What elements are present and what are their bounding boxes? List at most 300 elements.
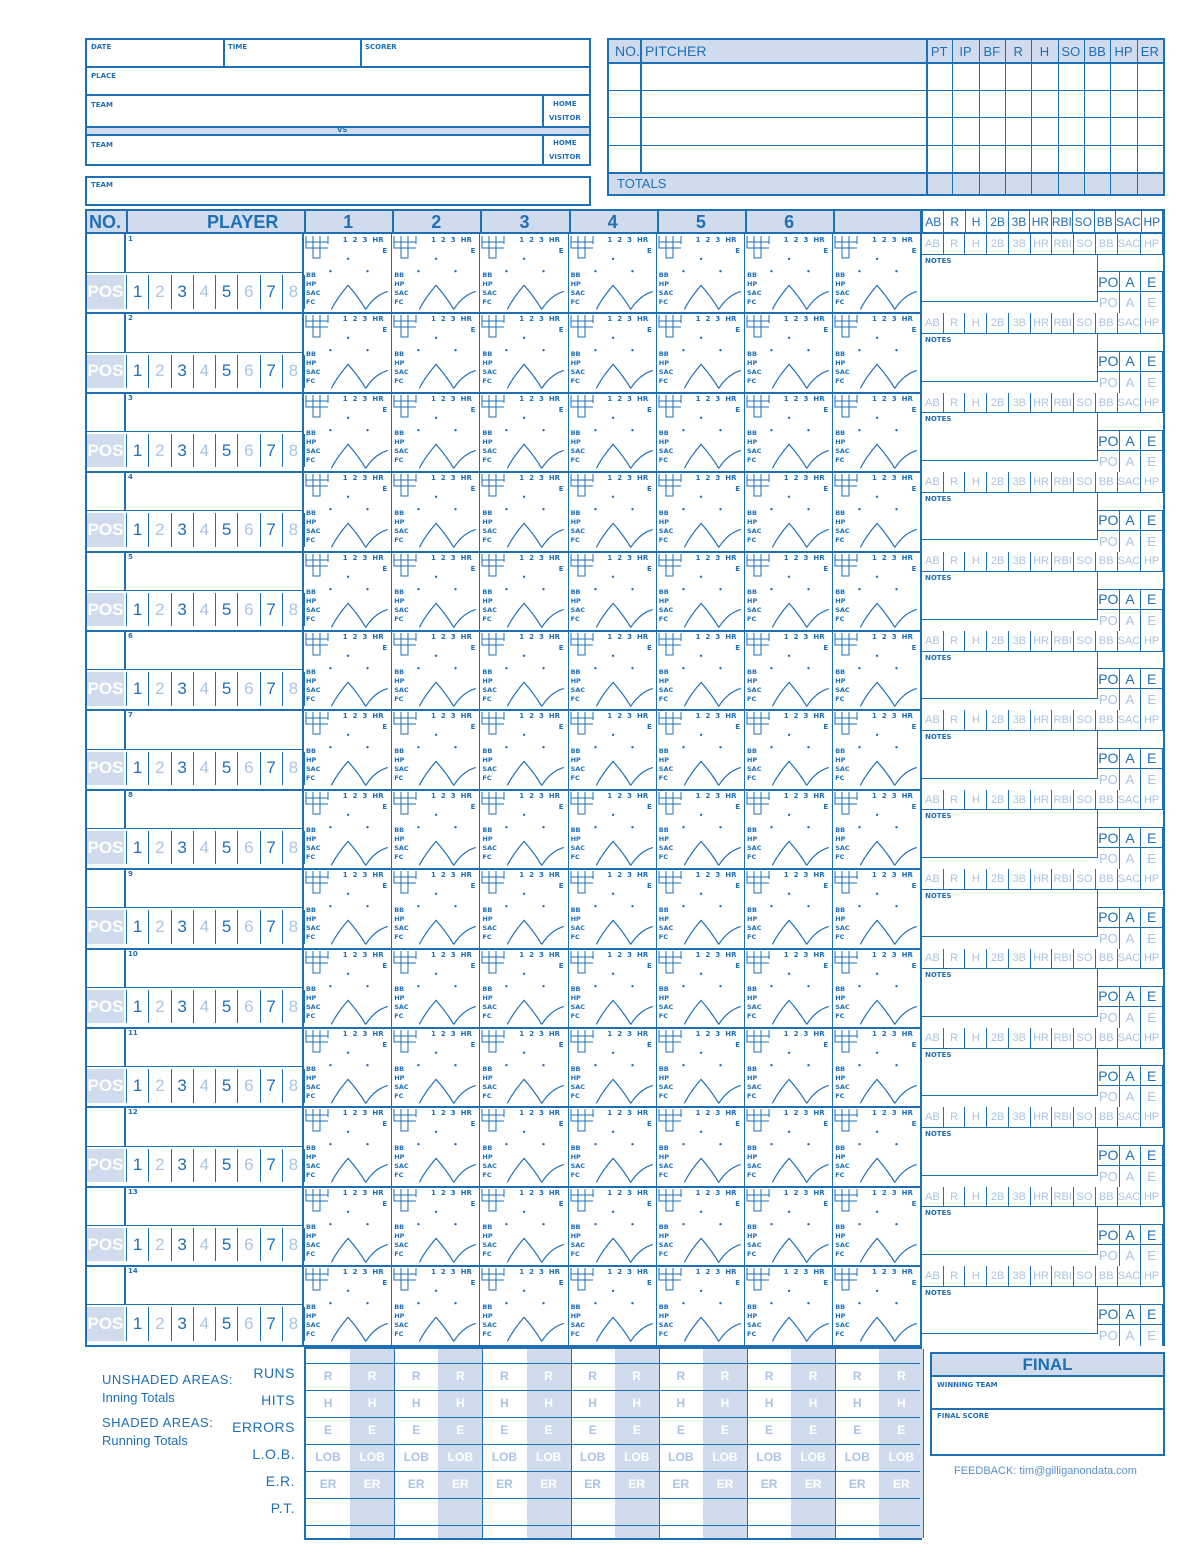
- position-option-3[interactable]: 3: [172, 831, 194, 864]
- total-cell[interactable]: E: [809, 1423, 818, 1437]
- position-option-6[interactable]: 6: [238, 831, 260, 864]
- at-bat-box[interactable]: [569, 552, 657, 631]
- notes-box[interactable]: [922, 731, 1098, 779]
- total-cell[interactable]: H: [411, 1396, 421, 1410]
- position-option-4[interactable]: 4: [194, 752, 216, 785]
- position-option-2[interactable]: 2: [149, 990, 171, 1023]
- position-option-5[interactable]: 5: [216, 990, 238, 1023]
- position-option-1[interactable]: 1: [127, 355, 149, 388]
- position-option-6[interactable]: 6: [238, 1228, 260, 1261]
- fielding-cell-a[interactable]: A: [1120, 1007, 1142, 1028]
- at-bat-box[interactable]: [304, 1187, 392, 1266]
- total-cell[interactable]: ER: [760, 1477, 778, 1491]
- position-option-3[interactable]: 3: [172, 672, 194, 705]
- at-bat-box[interactable]: [392, 552, 480, 631]
- at-bat-box[interactable]: [480, 869, 568, 948]
- stat-cell-hr[interactable]: HR: [1031, 790, 1053, 810]
- at-bat-box[interactable]: [392, 790, 480, 869]
- at-bat-box[interactable]: [833, 790, 921, 869]
- at-bat-box[interactable]: [304, 790, 392, 869]
- position-option-1[interactable]: 1: [127, 752, 149, 785]
- stat-cell-ab[interactable]: AB: [922, 472, 944, 492]
- at-bat-box[interactable]: [480, 313, 568, 392]
- position-option-2[interactable]: 2: [149, 910, 171, 943]
- stat-cell-3b[interactable]: 3B: [1009, 472, 1031, 492]
- at-bat-box[interactable]: [569, 790, 657, 869]
- position-option-1[interactable]: 1: [127, 434, 149, 467]
- fielding-cell-e[interactable]: E: [1141, 1325, 1163, 1346]
- stat-cell-so[interactable]: SO: [1074, 949, 1096, 969]
- at-bat-box[interactable]: [480, 1187, 568, 1266]
- total-cell[interactable]: R: [632, 1369, 642, 1383]
- total-cell[interactable]: H: [808, 1396, 818, 1410]
- total-cell[interactable]: R: [411, 1369, 421, 1383]
- total-cell[interactable]: R: [544, 1369, 553, 1383]
- stat-cell-ab[interactable]: AB: [922, 313, 944, 333]
- stat-cell-so[interactable]: SO: [1074, 1107, 1096, 1127]
- total-cell[interactable]: H: [764, 1396, 774, 1410]
- stat-cell-hr[interactable]: HR: [1031, 1107, 1053, 1127]
- fielding-cell-e[interactable]: E: [1141, 292, 1163, 313]
- stat-cell-3b[interactable]: 3B: [1009, 552, 1031, 572]
- stat-cell-bb[interactable]: BB: [1096, 472, 1118, 492]
- at-bat-box[interactable]: [745, 1266, 833, 1345]
- position-option-8[interactable]: 8: [283, 513, 305, 546]
- stat-cell-hp[interactable]: HP: [1141, 869, 1163, 889]
- at-bat-box[interactable]: [833, 949, 921, 1028]
- stat-cell-2b[interactable]: 2B: [987, 1028, 1009, 1048]
- total-cell[interactable]: H: [676, 1396, 686, 1410]
- stat-cell-rbi[interactable]: RBI: [1052, 1266, 1074, 1286]
- stat-cell-hp[interactable]: HP: [1141, 472, 1163, 492]
- position-option-5[interactable]: 5: [216, 275, 238, 308]
- total-cell[interactable]: ER: [804, 1477, 822, 1491]
- position-option-5[interactable]: 5: [216, 513, 238, 546]
- at-bat-box[interactable]: [745, 1028, 833, 1107]
- stat-cell-2b[interactable]: 2B: [987, 393, 1009, 413]
- stat-cell-rbi[interactable]: RBI: [1052, 949, 1074, 969]
- stat-cell-so[interactable]: SO: [1074, 393, 1096, 413]
- stat-cell-hp[interactable]: HP: [1141, 1028, 1163, 1048]
- total-cell[interactable]: ER: [496, 1477, 513, 1491]
- position-option-3[interactable]: 3: [172, 990, 194, 1023]
- fielding-cell-a[interactable]: A: [1120, 292, 1142, 313]
- total-cell[interactable]: E: [368, 1423, 377, 1437]
- position-option-4[interactable]: 4: [194, 910, 216, 943]
- position-option-1[interactable]: 1: [127, 990, 149, 1023]
- position-option-4[interactable]: 4: [194, 434, 216, 467]
- at-bat-box[interactable]: [745, 710, 833, 789]
- stat-cell-hr[interactable]: HR: [1031, 949, 1053, 969]
- stat-cell-ab[interactable]: AB: [922, 710, 944, 730]
- position-option-2[interactable]: 2: [149, 434, 171, 467]
- position-option-7[interactable]: 7: [261, 831, 283, 864]
- notes-box[interactable]: [922, 890, 1098, 938]
- stat-cell-sac[interactable]: SAC: [1118, 552, 1142, 572]
- position-option-7[interactable]: 7: [261, 1069, 283, 1102]
- stat-cell-ab[interactable]: AB: [922, 393, 944, 413]
- fielding-cell-a[interactable]: A: [1120, 610, 1142, 631]
- fielding-cell-e[interactable]: E: [1141, 372, 1163, 393]
- stat-cell-hp[interactable]: HP: [1141, 1107, 1163, 1127]
- position-option-1[interactable]: 1: [127, 1228, 149, 1261]
- stat-cell-2b[interactable]: 2B: [987, 710, 1009, 730]
- position-option-3[interactable]: 3: [172, 434, 194, 467]
- at-bat-box[interactable]: [657, 393, 745, 472]
- position-option-6[interactable]: 6: [238, 752, 260, 785]
- at-bat-box[interactable]: [569, 472, 657, 551]
- stat-cell-sac[interactable]: SAC: [1118, 1187, 1142, 1207]
- at-bat-box[interactable]: [833, 234, 921, 313]
- total-cell[interactable]: LOB: [535, 1450, 562, 1464]
- stat-cell-h[interactable]: H: [965, 790, 987, 810]
- fielding-cell-e[interactable]: E: [1141, 1245, 1163, 1266]
- stat-cell-sac[interactable]: SAC: [1118, 869, 1142, 889]
- at-bat-box[interactable]: [657, 234, 745, 313]
- total-cell[interactable]: H: [632, 1396, 642, 1410]
- stat-cell-bb[interactable]: BB: [1096, 393, 1118, 413]
- at-bat-box[interactable]: [657, 552, 745, 631]
- stat-cell-2b[interactable]: 2B: [987, 790, 1009, 810]
- position-option-2[interactable]: 2: [149, 1149, 171, 1182]
- stat-cell-bb[interactable]: BB: [1096, 1187, 1118, 1207]
- fielding-cell-po[interactable]: PO: [1098, 689, 1120, 710]
- total-cell[interactable]: LOB: [359, 1450, 385, 1464]
- stat-cell-hr[interactable]: HR: [1031, 393, 1053, 413]
- stat-cell-3b[interactable]: 3B: [1009, 1107, 1031, 1127]
- position-option-4[interactable]: 4: [194, 355, 216, 388]
- at-bat-box[interactable]: [304, 552, 392, 631]
- stat-cell-3b[interactable]: 3B: [1009, 393, 1031, 413]
- fielding-cell-po[interactable]: PO: [1098, 292, 1120, 313]
- position-option-5[interactable]: 5: [216, 831, 238, 864]
- at-bat-box[interactable]: [569, 631, 657, 710]
- total-cell[interactable]: H: [456, 1396, 465, 1410]
- at-bat-box[interactable]: [480, 393, 568, 472]
- stat-cell-hp[interactable]: HP: [1141, 552, 1163, 572]
- at-bat-box[interactable]: [304, 869, 392, 948]
- stat-cell-sac[interactable]: SAC: [1118, 1107, 1142, 1127]
- total-cell[interactable]: R: [588, 1369, 597, 1383]
- stat-cell-hp[interactable]: HP: [1141, 949, 1163, 969]
- at-bat-box[interactable]: [657, 313, 745, 392]
- at-bat-box[interactable]: [392, 949, 480, 1028]
- position-option-5[interactable]: 5: [216, 1228, 238, 1261]
- at-bat-box[interactable]: [657, 1028, 745, 1107]
- position-option-7[interactable]: 7: [261, 672, 283, 705]
- position-option-1[interactable]: 1: [127, 275, 149, 308]
- stat-cell-3b[interactable]: 3B: [1009, 790, 1031, 810]
- at-bat-box[interactable]: [569, 1266, 657, 1345]
- at-bat-box[interactable]: [657, 710, 745, 789]
- stat-cell-bb[interactable]: BB: [1096, 552, 1118, 572]
- at-bat-box[interactable]: [304, 313, 392, 392]
- stat-cell-hr[interactable]: HR: [1031, 1187, 1053, 1207]
- position-option-4[interactable]: 4: [194, 672, 216, 705]
- stat-cell-h[interactable]: H: [965, 1187, 987, 1207]
- at-bat-box[interactable]: [657, 869, 745, 948]
- fielding-cell-a[interactable]: A: [1120, 769, 1142, 790]
- stat-cell-sac[interactable]: SAC: [1118, 790, 1142, 810]
- fielding-cell-po[interactable]: PO: [1098, 848, 1120, 869]
- stat-cell-r[interactable]: R: [944, 1187, 966, 1207]
- stat-cell-r[interactable]: R: [944, 552, 966, 572]
- total-cell[interactable]: LOB: [315, 1450, 341, 1464]
- stat-cell-rbi[interactable]: RBI: [1052, 313, 1074, 333]
- position-option-3[interactable]: 3: [172, 1069, 194, 1102]
- total-cell[interactable]: R: [852, 1369, 862, 1383]
- stat-cell-hr[interactable]: HR: [1031, 552, 1053, 572]
- stat-cell-r[interactable]: R: [944, 393, 966, 413]
- at-bat-box[interactable]: [480, 1266, 568, 1345]
- stat-cell-so[interactable]: SO: [1074, 1266, 1096, 1286]
- total-cell[interactable]: LOB: [800, 1450, 826, 1464]
- stat-cell-r[interactable]: R: [944, 1266, 966, 1286]
- total-cell[interactable]: LOB: [668, 1450, 694, 1464]
- at-bat-box[interactable]: [480, 472, 568, 551]
- fielding-cell-a[interactable]: A: [1120, 1086, 1142, 1107]
- stat-cell-r[interactable]: R: [944, 313, 966, 333]
- stat-cell-so[interactable]: SO: [1074, 234, 1096, 254]
- at-bat-box[interactable]: [745, 631, 833, 710]
- at-bat-box[interactable]: [480, 710, 568, 789]
- position-option-2[interactable]: 2: [149, 275, 171, 308]
- total-cell[interactable]: ER: [452, 1477, 469, 1491]
- position-option-7[interactable]: 7: [261, 910, 283, 943]
- at-bat-box[interactable]: [657, 1187, 745, 1266]
- total-cell[interactable]: H: [720, 1396, 730, 1410]
- stat-cell-h[interactable]: H: [965, 313, 987, 333]
- stat-cell-ab[interactable]: AB: [922, 949, 944, 969]
- stat-cell-hp[interactable]: HP: [1141, 393, 1163, 413]
- fielding-cell-e[interactable]: E: [1141, 848, 1163, 869]
- position-option-4[interactable]: 4: [194, 1069, 216, 1102]
- position-option-2[interactable]: 2: [149, 1228, 171, 1261]
- position-option-5[interactable]: 5: [216, 1307, 238, 1340]
- at-bat-box[interactable]: [569, 869, 657, 948]
- stat-cell-bb[interactable]: BB: [1096, 234, 1118, 254]
- stat-cell-2b[interactable]: 2B: [987, 869, 1009, 889]
- position-option-5[interactable]: 5: [216, 1069, 238, 1102]
- at-bat-box[interactable]: [480, 552, 568, 631]
- position-option-6[interactable]: 6: [238, 355, 260, 388]
- stat-cell-hr[interactable]: HR: [1031, 631, 1053, 651]
- position-option-1[interactable]: 1: [127, 1069, 149, 1102]
- position-option-7[interactable]: 7: [261, 275, 283, 308]
- fielding-cell-e[interactable]: E: [1141, 531, 1163, 552]
- stat-cell-hr[interactable]: HR: [1031, 710, 1053, 730]
- at-bat-box[interactable]: [392, 1187, 480, 1266]
- stat-cell-so[interactable]: SO: [1074, 1187, 1096, 1207]
- stat-cell-r[interactable]: R: [944, 1028, 966, 1048]
- at-bat-box[interactable]: [480, 631, 568, 710]
- position-option-8[interactable]: 8: [283, 355, 305, 388]
- position-option-2[interactable]: 2: [149, 752, 171, 785]
- stat-cell-hr[interactable]: HR: [1031, 869, 1053, 889]
- fielding-cell-e[interactable]: E: [1141, 451, 1163, 472]
- stat-cell-sac[interactable]: SAC: [1118, 710, 1142, 730]
- at-bat-box[interactable]: [569, 313, 657, 392]
- position-option-1[interactable]: 1: [127, 672, 149, 705]
- notes-box[interactable]: [922, 969, 1098, 1017]
- position-option-5[interactable]: 5: [216, 593, 238, 626]
- fielding-cell-e[interactable]: E: [1141, 928, 1163, 949]
- position-option-4[interactable]: 4: [194, 513, 216, 546]
- position-option-8[interactable]: 8: [283, 1307, 305, 1340]
- total-cell[interactable]: LOB: [712, 1450, 738, 1464]
- stat-cell-rbi[interactable]: RBI: [1052, 1107, 1074, 1127]
- stat-cell-hp[interactable]: HP: [1141, 1266, 1163, 1286]
- stat-cell-2b[interactable]: 2B: [987, 1187, 1009, 1207]
- at-bat-box[interactable]: [304, 234, 392, 313]
- position-option-2[interactable]: 2: [149, 1069, 171, 1102]
- total-cell[interactable]: H: [544, 1396, 553, 1410]
- stat-cell-r[interactable]: R: [944, 710, 966, 730]
- total-cell[interactable]: R: [323, 1369, 333, 1383]
- at-bat-box[interactable]: [745, 313, 833, 392]
- position-option-3[interactable]: 3: [172, 593, 194, 626]
- at-bat-box[interactable]: [569, 393, 657, 472]
- at-bat-box[interactable]: [745, 1107, 833, 1186]
- position-option-5[interactable]: 5: [216, 434, 238, 467]
- stat-cell-rbi[interactable]: RBI: [1052, 472, 1074, 492]
- at-bat-box[interactable]: [569, 234, 657, 313]
- at-bat-box[interactable]: [569, 710, 657, 789]
- stat-cell-sac[interactable]: SAC: [1118, 313, 1142, 333]
- fielding-cell-e[interactable]: E: [1141, 1086, 1163, 1107]
- fielding-cell-e[interactable]: E: [1141, 769, 1163, 790]
- position-option-8[interactable]: 8: [283, 831, 305, 864]
- total-cell[interactable]: H: [588, 1396, 597, 1410]
- stat-cell-ab[interactable]: AB: [922, 1028, 944, 1048]
- at-bat-box[interactable]: [392, 313, 480, 392]
- fielding-cell-po[interactable]: PO: [1098, 610, 1120, 631]
- at-bat-box[interactable]: [569, 949, 657, 1028]
- at-bat-box[interactable]: [833, 1028, 921, 1107]
- at-bat-box[interactable]: [657, 1107, 745, 1186]
- at-bat-box[interactable]: [304, 631, 392, 710]
- stat-cell-hp[interactable]: HP: [1141, 234, 1163, 254]
- position-option-8[interactable]: 8: [283, 990, 305, 1023]
- stat-cell-so[interactable]: SO: [1074, 710, 1096, 730]
- at-bat-box[interactable]: [304, 1266, 392, 1345]
- total-cell[interactable]: LOB: [447, 1450, 474, 1464]
- total-cell[interactable]: E: [897, 1423, 906, 1437]
- total-cell[interactable]: H: [897, 1396, 906, 1410]
- position-option-8[interactable]: 8: [283, 1069, 305, 1102]
- position-option-2[interactable]: 2: [149, 355, 171, 388]
- at-bat-box[interactable]: [833, 1107, 921, 1186]
- stat-cell-3b[interactable]: 3B: [1009, 1266, 1031, 1286]
- stat-cell-3b[interactable]: 3B: [1009, 710, 1031, 730]
- stat-cell-ab[interactable]: AB: [922, 552, 944, 572]
- at-bat-box[interactable]: [392, 393, 480, 472]
- stat-cell-hr[interactable]: HR: [1031, 313, 1053, 333]
- at-bat-box[interactable]: [304, 710, 392, 789]
- stat-cell-r[interactable]: R: [944, 790, 966, 810]
- stat-cell-2b[interactable]: 2B: [987, 472, 1009, 492]
- stat-cell-3b[interactable]: 3B: [1009, 631, 1031, 651]
- fielding-cell-po[interactable]: PO: [1098, 1007, 1120, 1028]
- stat-cell-h[interactable]: H: [965, 1107, 987, 1127]
- at-bat-box[interactable]: [833, 393, 921, 472]
- position-option-8[interactable]: 8: [283, 910, 305, 943]
- fielding-cell-po[interactable]: PO: [1098, 1166, 1120, 1187]
- position-option-4[interactable]: 4: [194, 1228, 216, 1261]
- position-option-6[interactable]: 6: [238, 672, 260, 705]
- total-cell[interactable]: ER: [628, 1477, 646, 1491]
- position-option-1[interactable]: 1: [127, 1149, 149, 1182]
- position-option-7[interactable]: 7: [261, 990, 283, 1023]
- position-option-5[interactable]: 5: [216, 1149, 238, 1182]
- position-option-2[interactable]: 2: [149, 1307, 171, 1340]
- stat-cell-so[interactable]: SO: [1074, 552, 1096, 572]
- position-option-6[interactable]: 6: [238, 513, 260, 546]
- at-bat-box[interactable]: [392, 1266, 480, 1345]
- at-bat-box[interactable]: [392, 1107, 480, 1186]
- fielding-cell-po[interactable]: PO: [1098, 1086, 1120, 1107]
- total-cell[interactable]: E: [456, 1423, 465, 1437]
- at-bat-box[interactable]: [833, 1187, 921, 1266]
- total-cell[interactable]: E: [720, 1423, 729, 1437]
- at-bat-box[interactable]: [392, 234, 480, 313]
- fielding-cell-a[interactable]: A: [1120, 1245, 1142, 1266]
- at-bat-box[interactable]: [745, 790, 833, 869]
- stat-cell-bb[interactable]: BB: [1096, 631, 1118, 651]
- at-bat-box[interactable]: [833, 313, 921, 392]
- stat-cell-2b[interactable]: 2B: [987, 631, 1009, 651]
- stat-cell-rbi[interactable]: RBI: [1052, 869, 1074, 889]
- stat-cell-rbi[interactable]: RBI: [1052, 552, 1074, 572]
- position-option-4[interactable]: 4: [194, 1149, 216, 1182]
- total-cell[interactable]: LOB: [579, 1450, 606, 1464]
- position-option-8[interactable]: 8: [283, 593, 305, 626]
- at-bat-box[interactable]: [657, 949, 745, 1028]
- stat-cell-h[interactable]: H: [965, 710, 987, 730]
- fielding-cell-po[interactable]: PO: [1098, 928, 1120, 949]
- stat-cell-r[interactable]: R: [944, 869, 966, 889]
- at-bat-box[interactable]: [569, 1107, 657, 1186]
- position-option-1[interactable]: 1: [127, 831, 149, 864]
- total-cell[interactable]: H: [367, 1396, 377, 1410]
- stat-cell-rbi[interactable]: RBI: [1052, 1028, 1074, 1048]
- at-bat-box[interactable]: [304, 1107, 392, 1186]
- at-bat-box[interactable]: [745, 472, 833, 551]
- position-option-5[interactable]: 5: [216, 910, 238, 943]
- position-option-6[interactable]: 6: [238, 1069, 260, 1102]
- stat-cell-rbi[interactable]: RBI: [1052, 1187, 1074, 1207]
- stat-cell-hr[interactable]: HR: [1031, 1266, 1053, 1286]
- stat-cell-bb[interactable]: BB: [1096, 313, 1118, 333]
- total-cell[interactable]: R: [808, 1369, 818, 1383]
- at-bat-box[interactable]: [304, 393, 392, 472]
- stat-cell-rbi[interactable]: RBI: [1052, 790, 1074, 810]
- fielding-cell-po[interactable]: PO: [1098, 1245, 1120, 1266]
- at-bat-box[interactable]: [480, 1028, 568, 1107]
- position-option-1[interactable]: 1: [127, 593, 149, 626]
- position-option-7[interactable]: 7: [261, 355, 283, 388]
- notes-box[interactable]: [922, 652, 1098, 700]
- stat-cell-bb[interactable]: BB: [1096, 869, 1118, 889]
- notes-box[interactable]: [922, 334, 1098, 382]
- position-option-8[interactable]: 8: [283, 1228, 305, 1261]
- position-option-5[interactable]: 5: [216, 752, 238, 785]
- total-cell[interactable]: H: [500, 1396, 509, 1410]
- total-cell[interactable]: E: [324, 1423, 333, 1437]
- position-option-4[interactable]: 4: [194, 990, 216, 1023]
- stat-cell-so[interactable]: SO: [1074, 631, 1096, 651]
- position-option-3[interactable]: 3: [172, 355, 194, 388]
